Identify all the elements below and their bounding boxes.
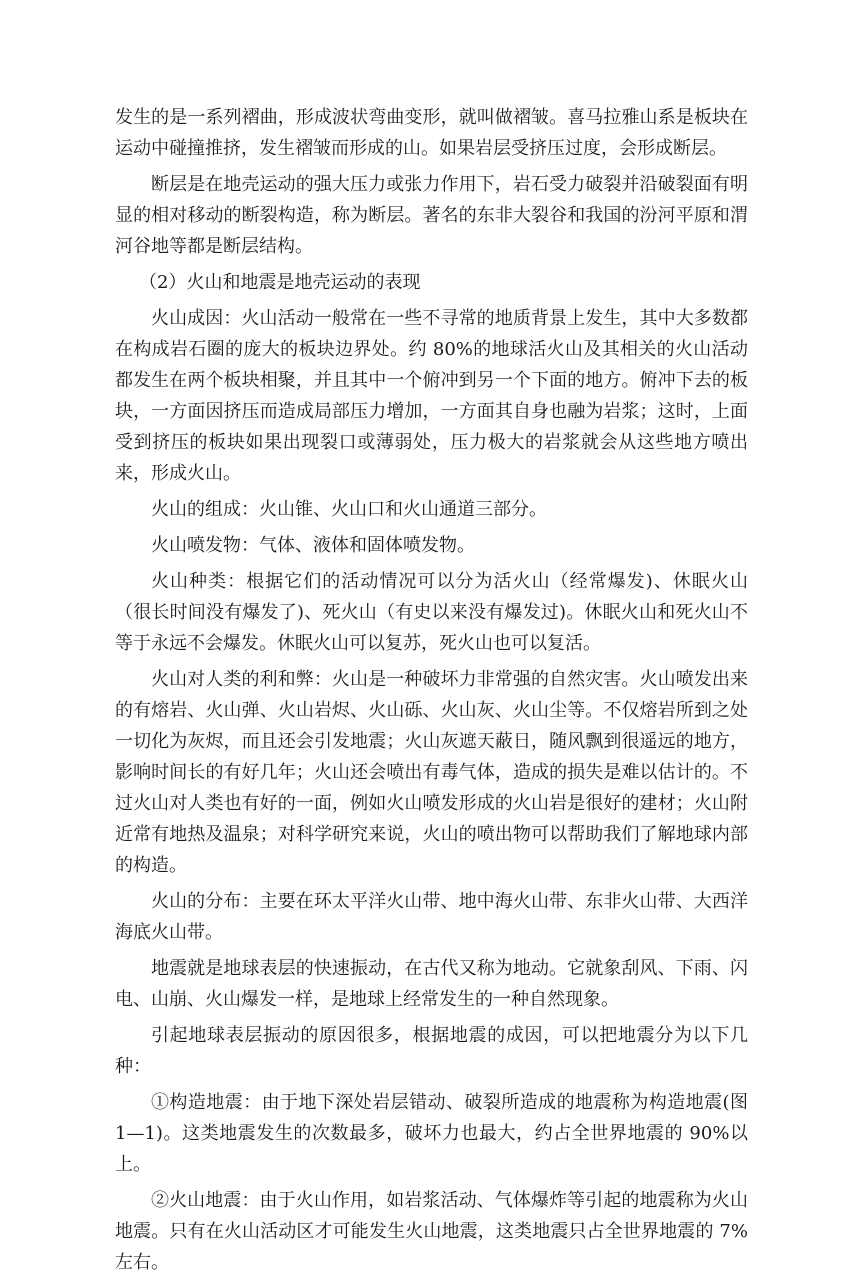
paragraph-volcano-structure: 火山的组成：火山锥、火山口和火山通道三部分。 xyxy=(151,499,547,520)
paragraph-earthquake-definition: 地震就是地球表层的快速振动，在古代又称为地动。它就象刮风、下雨、闪电、山崩、火山爆发一样，是地球上经常发生的一种自然现象。 xyxy=(115,958,748,1010)
paragraph-folding: 发生的是一系列褶曲，形成波状弯曲变形，就叫做褶皱。喜马拉雅山系是板块在运动中碰撞推挤，发生褶皱而形成的山。如果岩层受挤压过度，会形成断层。 xyxy=(115,107,748,159)
section-heading-volcano-earthquake: （2）火山和地震是地壳运动的表现 xyxy=(139,272,421,293)
paragraph-volcano-origin: 火山成因：火山活动一般常在一些不寻常的地质背景上发生，其中大多数都在构成岩石圈的庞大的板块边界处。约 80%的地球活火山及其相关的火山活动都发生在两个板块相聚，并且其中一个俯冲到另一个下面的地方。俯冲下去的板块，一方面因挤压而造成局部压力增加，一方面其自身也融为岩浆；这时，上面受到挤压的板块如果出现裂口或薄弱处，压力极大的岩浆就会从这些地方喷出来，形成火山。 xyxy=(115,308,748,484)
document-body xyxy=(115,102,748,1283)
paragraph-tectonic-earthquake: ①构造地震：由于地下深处岩层错动、破裂所造成的地震称为构造地震(图 1—1)。这类地震发生的次数最多，破坏力也最大，约占全世界地震的 90%以上。 xyxy=(115,1092,748,1175)
paragraph-earthquake-causes: 引起地球表层振动的原因很多，根据地震的成因，可以把地震分为以下几种： xyxy=(115,1025,748,1077)
paragraph-faults: 断层是在地壳运动的强大压力或张力作用下，岩石受力破裂并沿破裂面有明显的相对移动的断裂构造，称为断层。著名的东非大裂谷和我国的汾河平原和渭河谷地等都是断层结构。 xyxy=(115,174,748,257)
paragraph-volcano-distribution: 火山的分布：主要在环太平洋火山带、地中海火山带、东非火山带、大西洋海底火山带。 xyxy=(115,891,748,943)
paragraph-volcano-impact: 火山对人类的利和弊：火山是一种破坏力非常强的自然灾害。火山喷发出来的有熔岩、火山弹、火山岩烬、火山砾、火山灰、火山尘等。不仅熔岩所到之处一切化为灰烬，而且还会引发地震；火山灰遮天蔽日，随风飘到很遥远的地方，影响时间长的有好几年；火山还会喷出有毒气体，造成的损失是难以估计的。不过火山对人类也有好的一面，例如火山喷发形成的火山岩是很好的建材；火山附近常有地热及温泉；对科学研究来说，火山的喷出物可以帮助我们了解地球内部的构造。 xyxy=(115,669,748,876)
paragraph-volcanic-earthquake: ②火山地震：由于火山作用，如岩浆活动、气体爆炸等引起的地震称为火山地震。只有在火山活动区才可能发生火山地震，这类地震只占全世界地震的 7%左右。 xyxy=(115,1190,748,1273)
paragraph-volcano-ejecta: 火山喷发物：气体、液体和固体喷发物。 xyxy=(151,535,475,556)
paragraph-volcano-types: 火山种类：根据它们的活动情况可以分为活火山（经常爆发)、休眠火山（很长时间没有爆发了)、死火山（有史以来没有爆发过)。休眠火山和死火山不等于永远不会爆发。休眠火山可以复苏，死火山也可以复活。 xyxy=(115,571,748,654)
